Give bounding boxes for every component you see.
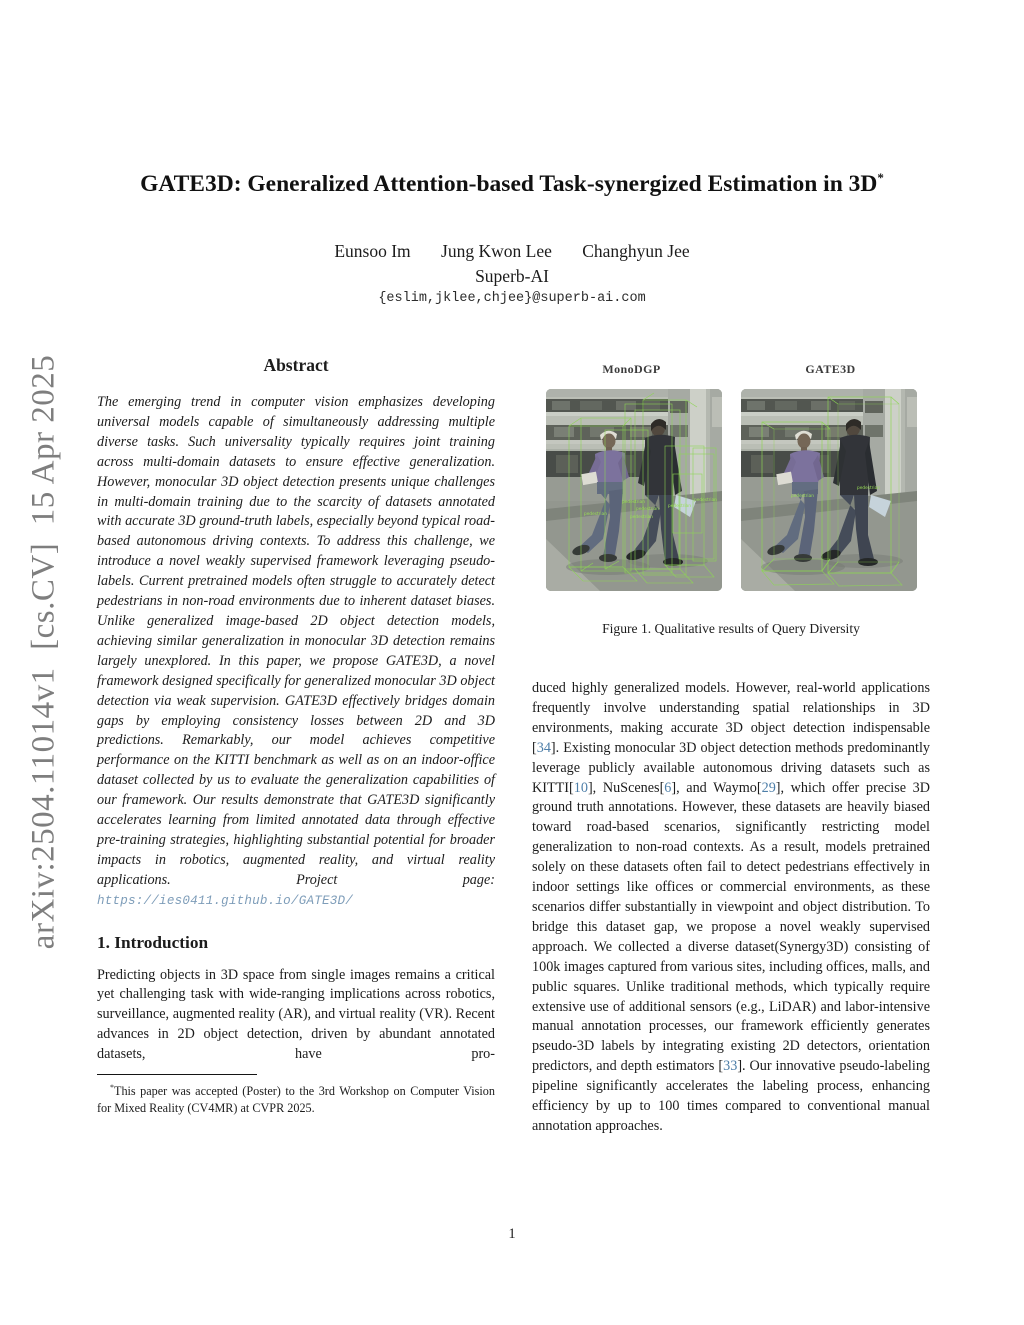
- author-name-1: Eunsoo Im: [334, 241, 411, 261]
- citation-ref[interactable]: 34: [536, 739, 551, 756]
- figure-caption: Figure 1. Qualitative results of Query Diversity: [602, 621, 860, 636]
- title-footnote-marker: *: [877, 170, 884, 185]
- gate3d-scene: [741, 389, 917, 591]
- citation-ref[interactable]: 29: [761, 779, 776, 796]
- intro-paragraph-col1: Predicting objects in 3D space from single images remains a critical yet challenging task with wide-ranging implications across robotics, surveillance, augmented reality (AR), and virtual reality (VR). Recent advances in 2D object detection, driven by abundant annotated datasets, have pro-: [97, 966, 495, 1063]
- figure-1: [532, 362, 930, 637]
- intro-text-run: ], which offer precise 3D ground truth annotations. However, these datasets are heavily biased toward road-based scenarios, significantly restricting model generalization to non-road contexts. As a result, models pretrained solely on these datasets often fail to detect pedestrians effectively in indoor settings like offices or commercial environments, as these scenarios differ substantially in viewpoint and object distribution. To bridge this dataset gap, we propose a novel weakly supervised approach. We collected a diverse dataset(Synergy3D) consisting of 100k images captured from various sites, including offices, malls, and public squares. Unlike traditional methods, which typically require extensive use of additional sensors (e.g., LiDAR) and labor-intensive manual annotation processes, our framework efficiently generates pseudo-3D labels by integrating existing 2D detectors, orientation predictors, and depth estimators [: [532, 779, 930, 1075]
- citation-ref[interactable]: 10: [573, 779, 588, 796]
- figure-image-monodgp: [546, 389, 722, 591]
- author-name-2: Jung Kwon Lee: [441, 241, 552, 261]
- footnote-rule: [97, 1074, 257, 1075]
- citation-ref[interactable]: 33: [723, 1058, 738, 1075]
- figure-images: [532, 389, 930, 591]
- pedestrian-label: pedestrian: [667, 504, 691, 509]
- affiliation: Superb-AI: [475, 266, 549, 286]
- pedestrian-label: pedestrian: [856, 486, 880, 491]
- abstract-text-run: The emerging trend in computer vision emphasizes developing universal models capable of simultaneously addressing multiple diverse tasks. Such universality typically requires joint training across multi-domain datasets to ensure effective generalization. However, monocular 3D object detection presents unique challenges in multi-domain training due to the scarcity of datasets annotated with accurate 3D ground-truth labels, especially beyond typical road-based autonomous driving contexts. To address this challenge, we introduce a novel weakly supervised framework leveraging pseudo-labels. Current pretrained models often struggle to accurately detect pedestrians in non-road environments due to inherent dataset biases. Unlike generalized image-based 2D object detection models, achieving similar generalization in monocular 3D detection remains largely unexplored. In this paper, we propose GATE3D, a novel framework designed specifically for generalized monocular 3D object detection via weak supervision. GATE3D effectively bridges domain gaps by employing consistency losses between 2D and 3D predictions. Remarkably, our model achieves competitive performance on the KITTI benchmark as well as on an indoor-office dataset collected by us to evaluate the generalization capabilities of our framework. Our results demonstrate that GATE3D significantly accelerates learning from limited annotated data through effective pre-training strategies, highlighting substantial potential for broader impacts in robotics, augmented reality, and virtual reality applications. Project page:: [97, 394, 495, 888]
- pedestrian-label: pedestrian: [790, 494, 814, 499]
- left-column: [97, 355, 495, 1116]
- paper-title-text: GATE3D: Generalized Attention-based Task-synergized Estimation in 3D: [140, 171, 878, 197]
- footnote: [97, 1074, 495, 1116]
- pedestrian-label: pedestrian: [635, 507, 659, 512]
- citation-ref[interactable]: 6: [664, 779, 672, 796]
- figure-label-monodgp: MonoDGP: [602, 362, 661, 376]
- pedestrian-label: pedestrian: [621, 500, 645, 505]
- right-column: [532, 352, 930, 1137]
- author-list: [0, 241, 1024, 262]
- figure-image-gate3d: [741, 389, 917, 591]
- intro-paragraph-col2: [532, 679, 930, 1137]
- intro-text-run: ]. Existing monocular 3D object detection methods predominantly leverage publicly available autonomous driving datasets such as KITTI[: [532, 739, 930, 796]
- pedestrian-label: pedestrian: [583, 512, 607, 517]
- figure-labels: [532, 362, 930, 377]
- footnote-marker: *: [110, 1083, 114, 1093]
- intro-text-run: ], NuScenes[: [587, 779, 665, 796]
- intro-text-run: ]. Our innovative pseudo-labeling pipeline significantly accelerates the labeling process, enhancing efficiency by up to 100 times compared to conventional manual annotation approaches.: [532, 1058, 931, 1134]
- intro-text-run: duced highly generalized models. However, real-world applications frequently involve understanding spatial relationships in 3D environments, making accurate 3D object detection indispensable [: [532, 680, 930, 756]
- monodgp-scene: [546, 389, 722, 591]
- paper-title: [0, 171, 1024, 198]
- footnote-body: This paper was accepted (Poster) to the 3rd Workshop on Computer Vision for Mixed Reality (CV4MR) at CVPR 2025.: [97, 1084, 495, 1115]
- pedestrian-label: pedestrian: [629, 515, 653, 520]
- abstract-heading: Abstract: [263, 355, 329, 375]
- footnote-text: [97, 1080, 495, 1116]
- section-heading-introduction: 1. Introduction: [97, 932, 209, 952]
- abstract-text: [97, 393, 495, 912]
- page-number: 1: [508, 1226, 516, 1242]
- pedestrian-label: pedestrian: [693, 498, 717, 503]
- project-page-link[interactable]: https://ies0411.github.io/GATE3D/: [97, 893, 353, 908]
- email-line: {eslim,jklee,chjee}@superb-ai.com: [378, 291, 646, 306]
- arxiv-banner: arXiv:2504.11014v1 [cs.CV] 15 Apr 2025: [25, 354, 62, 950]
- author-name-3: Changhyun Jee: [582, 241, 690, 261]
- intro-text-run: ], and Waymo[: [671, 779, 762, 796]
- figure-label-gate3d: GATE3D: [805, 362, 856, 376]
